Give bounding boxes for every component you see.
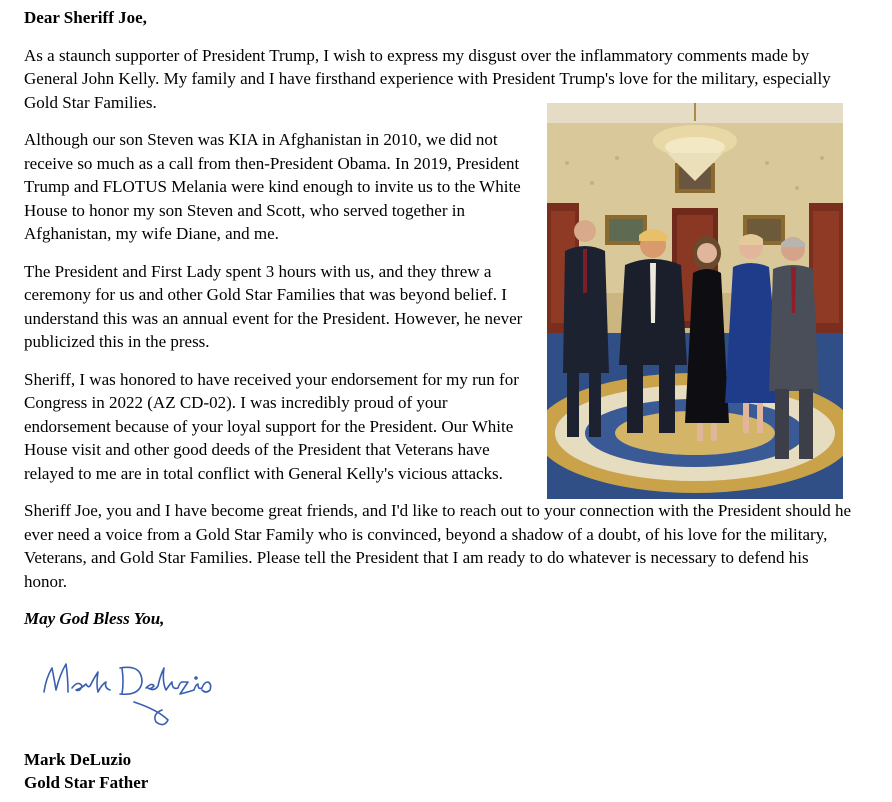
paragraph-3: The President and First Lady spent 3 hours with us, and they threw a ceremony for us and other Gold Star Families that was beyond belief. I understand this was an annual event for the President. However, he never publicized this in the press. xyxy=(24,261,523,351)
greeting: Dear Sheriff Joe, xyxy=(24,8,147,27)
paragraph-1: As a staunch supporter of President Trump, I wish to express my disgust over the inflammatory comments made by General John Kelly. My family and I have firsthand experience with President Trump's love for the military, especially Gold Star Families. xyxy=(24,45,831,112)
signer-title: Gold Star Father xyxy=(24,773,149,792)
paragraph-5: Sheriff Joe, you and I have become great friends, and I'd like to reach out to your connection with the President should he ever need a voice from a Gold Star Family who is convinced, beyond a shadow of a doubt, of his love for the military, Veterans, and Gold Star Families. Please tell the President that I am ready to do whatever is necessary to defend his honor. xyxy=(24,501,852,591)
handwritten-signature xyxy=(38,648,223,730)
group-photo xyxy=(547,103,843,499)
paragraph-4: Sheriff, I was honored to have received your endorsement for my run for Congress in 2022 (AZ CD-02). I was incredibly proud of your endorsement because of your loyal support for the President. Our White House visit and other good deeds of the President that Veterans have relayed to me are in total conflict with General Kelly's vicious attacks. xyxy=(24,369,519,483)
signer-name: Mark DeLuzio xyxy=(24,750,132,769)
paragraph-2: Although our son Steven was KIA in Afghanistan in 2010, we did not receive so much as a call from then-President Obama. In 2019, President Trump and FLOTUS Melania were kind enough to invite us to the White House to honor my son Steven and Scott, who served together in Afghanistan, my wife Diane, and me. xyxy=(24,130,521,243)
signature-block xyxy=(24,748,148,794)
closing: May God Bless You, xyxy=(24,609,165,628)
